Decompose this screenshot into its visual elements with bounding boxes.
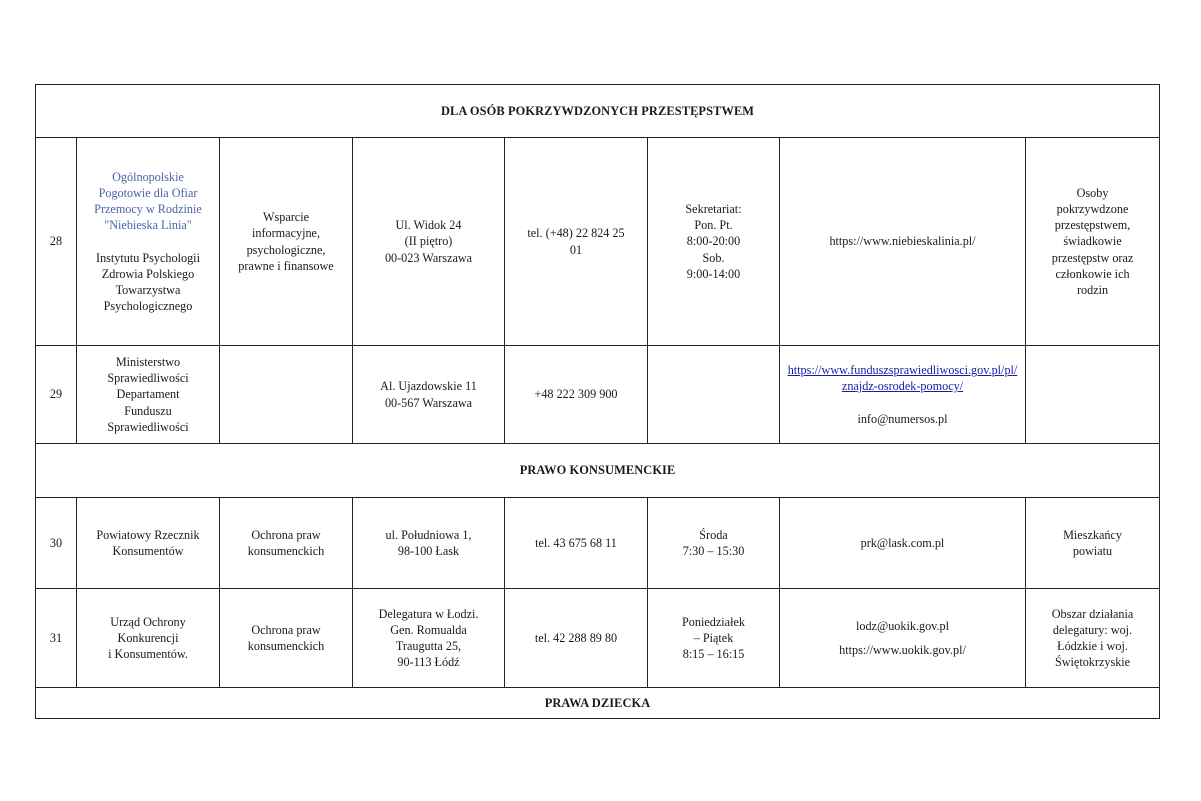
target-group: Mieszkańcy powiatu bbox=[1026, 498, 1160, 589]
institution-name: Powiatowy Rzecznik Konsumentów bbox=[77, 498, 220, 589]
spacer bbox=[785, 395, 1020, 411]
support-scope bbox=[220, 346, 353, 444]
section-row-consumer bbox=[36, 444, 1160, 498]
phone: tel. 42 288 89 80 bbox=[505, 589, 648, 688]
support-scope: Wsparcie informacyjne, psychologiczne, prawne i finansowe bbox=[220, 138, 353, 346]
table-row bbox=[36, 346, 1160, 444]
row-number: 29 bbox=[36, 346, 77, 444]
opening-hours bbox=[648, 346, 780, 444]
institutions-table bbox=[35, 84, 1160, 719]
target-group: Osoby pokrzywdzone przestępstwem, świadkowie przestępstw oraz członkowie ich rodzin bbox=[1026, 138, 1160, 346]
opening-hours: Sekretariat: Pon. Pt. 8:00-20:00 Sob. 9:00-14:00 bbox=[648, 138, 780, 346]
contact-cell bbox=[780, 138, 1026, 346]
row-number: 28 bbox=[36, 138, 77, 346]
opening-hours: Środa 7:30 – 15:30 bbox=[648, 498, 780, 589]
support-scope: Ochrona praw konsumenckich bbox=[220, 498, 353, 589]
section-heading-child: PRAWA DZIECKA bbox=[36, 688, 1160, 719]
spacer bbox=[82, 234, 214, 250]
contact-cell bbox=[780, 346, 1026, 444]
support-scope: Ochrona praw konsumenckich bbox=[220, 589, 353, 688]
address: Delegatura w Łodzi. Gen. Romualda Traugutta 25, 90-113 Łódź bbox=[353, 589, 505, 688]
contact-email: lodz@uokik.gov.pl bbox=[855, 618, 950, 633]
contact-cell bbox=[780, 498, 1026, 589]
row-number: 31 bbox=[36, 589, 77, 688]
phone: tel. 43 675 68 11 bbox=[505, 498, 648, 589]
opening-hours: Poniedziałek – Piątek 8:15 – 16:15 bbox=[648, 589, 780, 688]
table-row bbox=[36, 138, 1160, 346]
website-text: https://www.uokik.gov.pl/ bbox=[839, 643, 966, 657]
target-group bbox=[1026, 346, 1160, 444]
institution-name-cell bbox=[77, 138, 220, 346]
section-row-victims bbox=[36, 85, 1160, 138]
phone: tel. (+48) 22 824 25 01 bbox=[505, 138, 648, 346]
institution-name: Instytutu Psychologii Zdrowia Polskiego Towarzystwa Psychologicznego bbox=[96, 250, 200, 313]
table-row bbox=[36, 589, 1160, 688]
address: ul. Południowa 1, 98-100 Łask bbox=[353, 498, 505, 589]
website-text: https://www.niebieskalinia.pl/ bbox=[829, 234, 976, 249]
table-row bbox=[36, 498, 1160, 589]
address: Ul. Widok 24 (II piętro) 00-023 Warszawa bbox=[353, 138, 505, 346]
address: Al. Ujazdowskie 11 00-567 Warszawa bbox=[353, 346, 505, 444]
phone: +48 222 309 900 bbox=[505, 346, 648, 444]
spacer bbox=[785, 634, 1020, 642]
contact-cell bbox=[780, 589, 1026, 688]
section-row-child bbox=[36, 688, 1160, 719]
institution-name-highlight: Ogólnopolskie Pogotowie dla Ofiar Przemocy w Rodzinie "Niebieska Linia" bbox=[94, 170, 202, 233]
website-link[interactable]: https://www.funduszsprawiedliwosci.gov.pl/pl/znajdz-osrodek-pomocy/ bbox=[787, 363, 1018, 394]
institution-name: Urząd Ochrony Konkurencji i Konsumentów. bbox=[77, 589, 220, 688]
contact-email: info@numersos.pl bbox=[857, 411, 948, 426]
row-number: 30 bbox=[36, 498, 77, 589]
target-group: Obszar działania delegatury: woj. Łódzkie i woj. Świętokrzyskie bbox=[1026, 589, 1160, 688]
section-heading-consumer: PRAWO KONSUMENCKIE bbox=[36, 444, 1160, 498]
contact-email: prk@lask.com.pl bbox=[860, 535, 945, 550]
institution-name: Ministerstwo Sprawiedliwości Departament Funduszu Sprawiedliwości bbox=[77, 346, 220, 444]
section-heading-victims: DLA OSÓB POKRZYWDZONYCH PRZESTĘPSTWEM bbox=[36, 85, 1160, 138]
